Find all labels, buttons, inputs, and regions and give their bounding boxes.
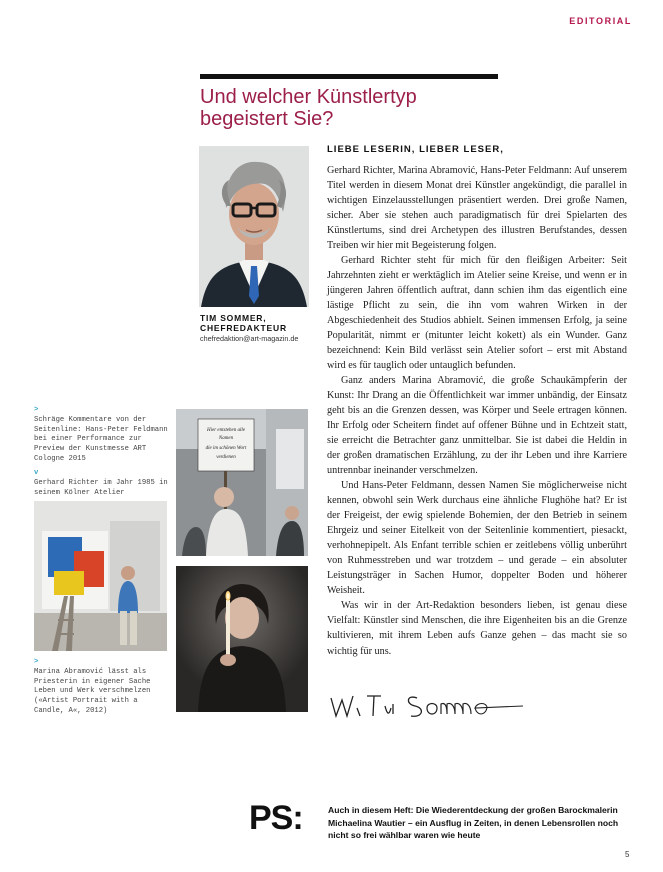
svg-text:Hier entstehen alle: Hier entstehen alle <box>206 428 246 433</box>
caption-text: Marina Abramović lässt als Priesterin in eigener Sache Leben und Werk verschmelzen («Artist Portrait with a Candle, A«, 2012) <box>34 667 151 715</box>
caption-richter <box>34 469 168 498</box>
photo-richter-atelier <box>34 501 167 651</box>
section-label: EDITORIAL <box>569 16 632 26</box>
caption-arrow-icon: v <box>34 469 39 477</box>
author-portrait <box>199 146 309 307</box>
caption-arrow-icon: > <box>34 658 39 666</box>
editorial-body <box>327 163 627 659</box>
ps-badge: PS: <box>249 799 303 837</box>
caption-text: Gerhard Richter im Jahr 1985 in seinem Kölner Atelier <box>34 478 168 497</box>
svg-text:verdienen: verdienen <box>216 455 236 460</box>
salutation: LIEBE LESERIN, LIEBER LESER, <box>327 144 504 155</box>
caption-feldmann <box>34 406 168 465</box>
svg-text:die im schönen Wort: die im schönen Wort <box>205 446 247 451</box>
paragraph: Was wir in der Art-Redaktion besonders lieben, ist genau diese Vielfalt: Künstler sind Menschen, die ihre Eigenheiten bis an die Grenze kultivieren, mit ihrem Leben aufs Ganze gehen – das macht sie so wichtig für uns. <box>327 600 627 657</box>
author-signature <box>327 686 527 722</box>
headline-rule <box>200 74 498 79</box>
author-email-link[interactable]: chefredaktion@art-magazin.de <box>200 334 299 343</box>
headline: Und welcher Künstlertyp begeistert Sie? <box>200 86 417 130</box>
author-name <box>200 313 287 333</box>
svg-text:Namen: Namen <box>218 436 234 441</box>
paragraph: Gerhard Richter, Marina Abramović, Hans-Peter Feldmann: Auf unserem Titel werden in diesem Monat drei Künstler angekündigt, die parallel in wichtigen Einzelausstellungen präsentiert werden. Drei große Namen, sicher. Aber sie stehen auch paradigmatisch für drei Spielarten des Künstlertums, sind drei Archetypen des illustren Berufstandes, dessen Treiben wir hier mit Begeisterung folgen. <box>327 165 627 252</box>
paragraph: Gerhard Richter steht für mich für den fleißigen Arbeiter: Seit Jahrzehnten zieht er werktäglich im Atelier seine Kreise, und wenn er in jüngeren Jahren öffentlich auftrat, dann schien ihm das eigentlich eine lästige Pflicht zu sein, die ihn vom wahren Wirken in der Abgeschiedenheit des Studios abhielt. Seinen immensen Erfolg, ja seine Popularität, nimmt er (mitunter leicht kokett) als ein Wunder. Ganz bezeichnend: Kein Bild verlässt sein Atelier sofort – erst mit Abstand wird es für tauglich oder untauglich befunden. <box>327 255 627 372</box>
paragraph: Und Hans-Peter Feldmann, dessen Namen Sie möglicherweise nicht kennen, obwohl sein Werk durchaus eine ähnliche Flughöhe hat? Er ist der Freigeist, der ewig spielende Bohemien, der den Betrieb in seinem Ehrgeiz und seiner Eitelkeit von der Seitenlinie kommentiert, piesackt, verhohnepipelt. Als Enfant terrible schien er zeitlebens völlig unberührt von Ruhmesstreben und war trotzdem – und gerade – ein absoluter Leistungsträger in Sachen Humor, doppelter Boden und höherer Weisheit. <box>327 480 627 597</box>
page-number: 5 <box>625 850 630 859</box>
caption-abramovic <box>34 658 168 717</box>
paragraph: Ganz anders Marina Abramović, die große Schaukämpferin der Kunst: Ihr Drang an die Öffentlichkeit war immer unbändig, der Einsatz geht bis an die Grenzen dessen, was Körper und Seele ertragen können. Ihr Erfolg oder Scheitern findet auf offener Bühne und in Echtzeit statt, sie erreicht die Betrachter ganz unmittelbar. Sie ist dabei die Heldin in der großen dramatischen Erzählung, zu der ihr Leben und ihre Karriere untrennbar ineinander verschmelzen. <box>327 375 627 477</box>
author-name-line1: TIM SOMMER, <box>200 313 267 323</box>
photo-feldmann-performance <box>176 409 308 556</box>
photo-abramovic-candle <box>176 566 308 712</box>
caption-text: Schräge Kommentare von der Seitenline: Hans-Peter Feldmann bei einer Performance zur Preview der Kunstmesse ART Cologne 2015 <box>34 415 168 463</box>
ps-teaser-text: Auch in diesem Heft: Die Wiederentdeckung der großen Barockmalerin Michaelina Wautier – ein Ausflug in Zeiten, in denen Lebensrollen noch nicht so frei wählbar waren wie heute <box>328 805 619 841</box>
caption-arrow-icon: > <box>34 406 39 414</box>
author-title-line2: CHEFREDAKTEUR <box>200 323 287 333</box>
